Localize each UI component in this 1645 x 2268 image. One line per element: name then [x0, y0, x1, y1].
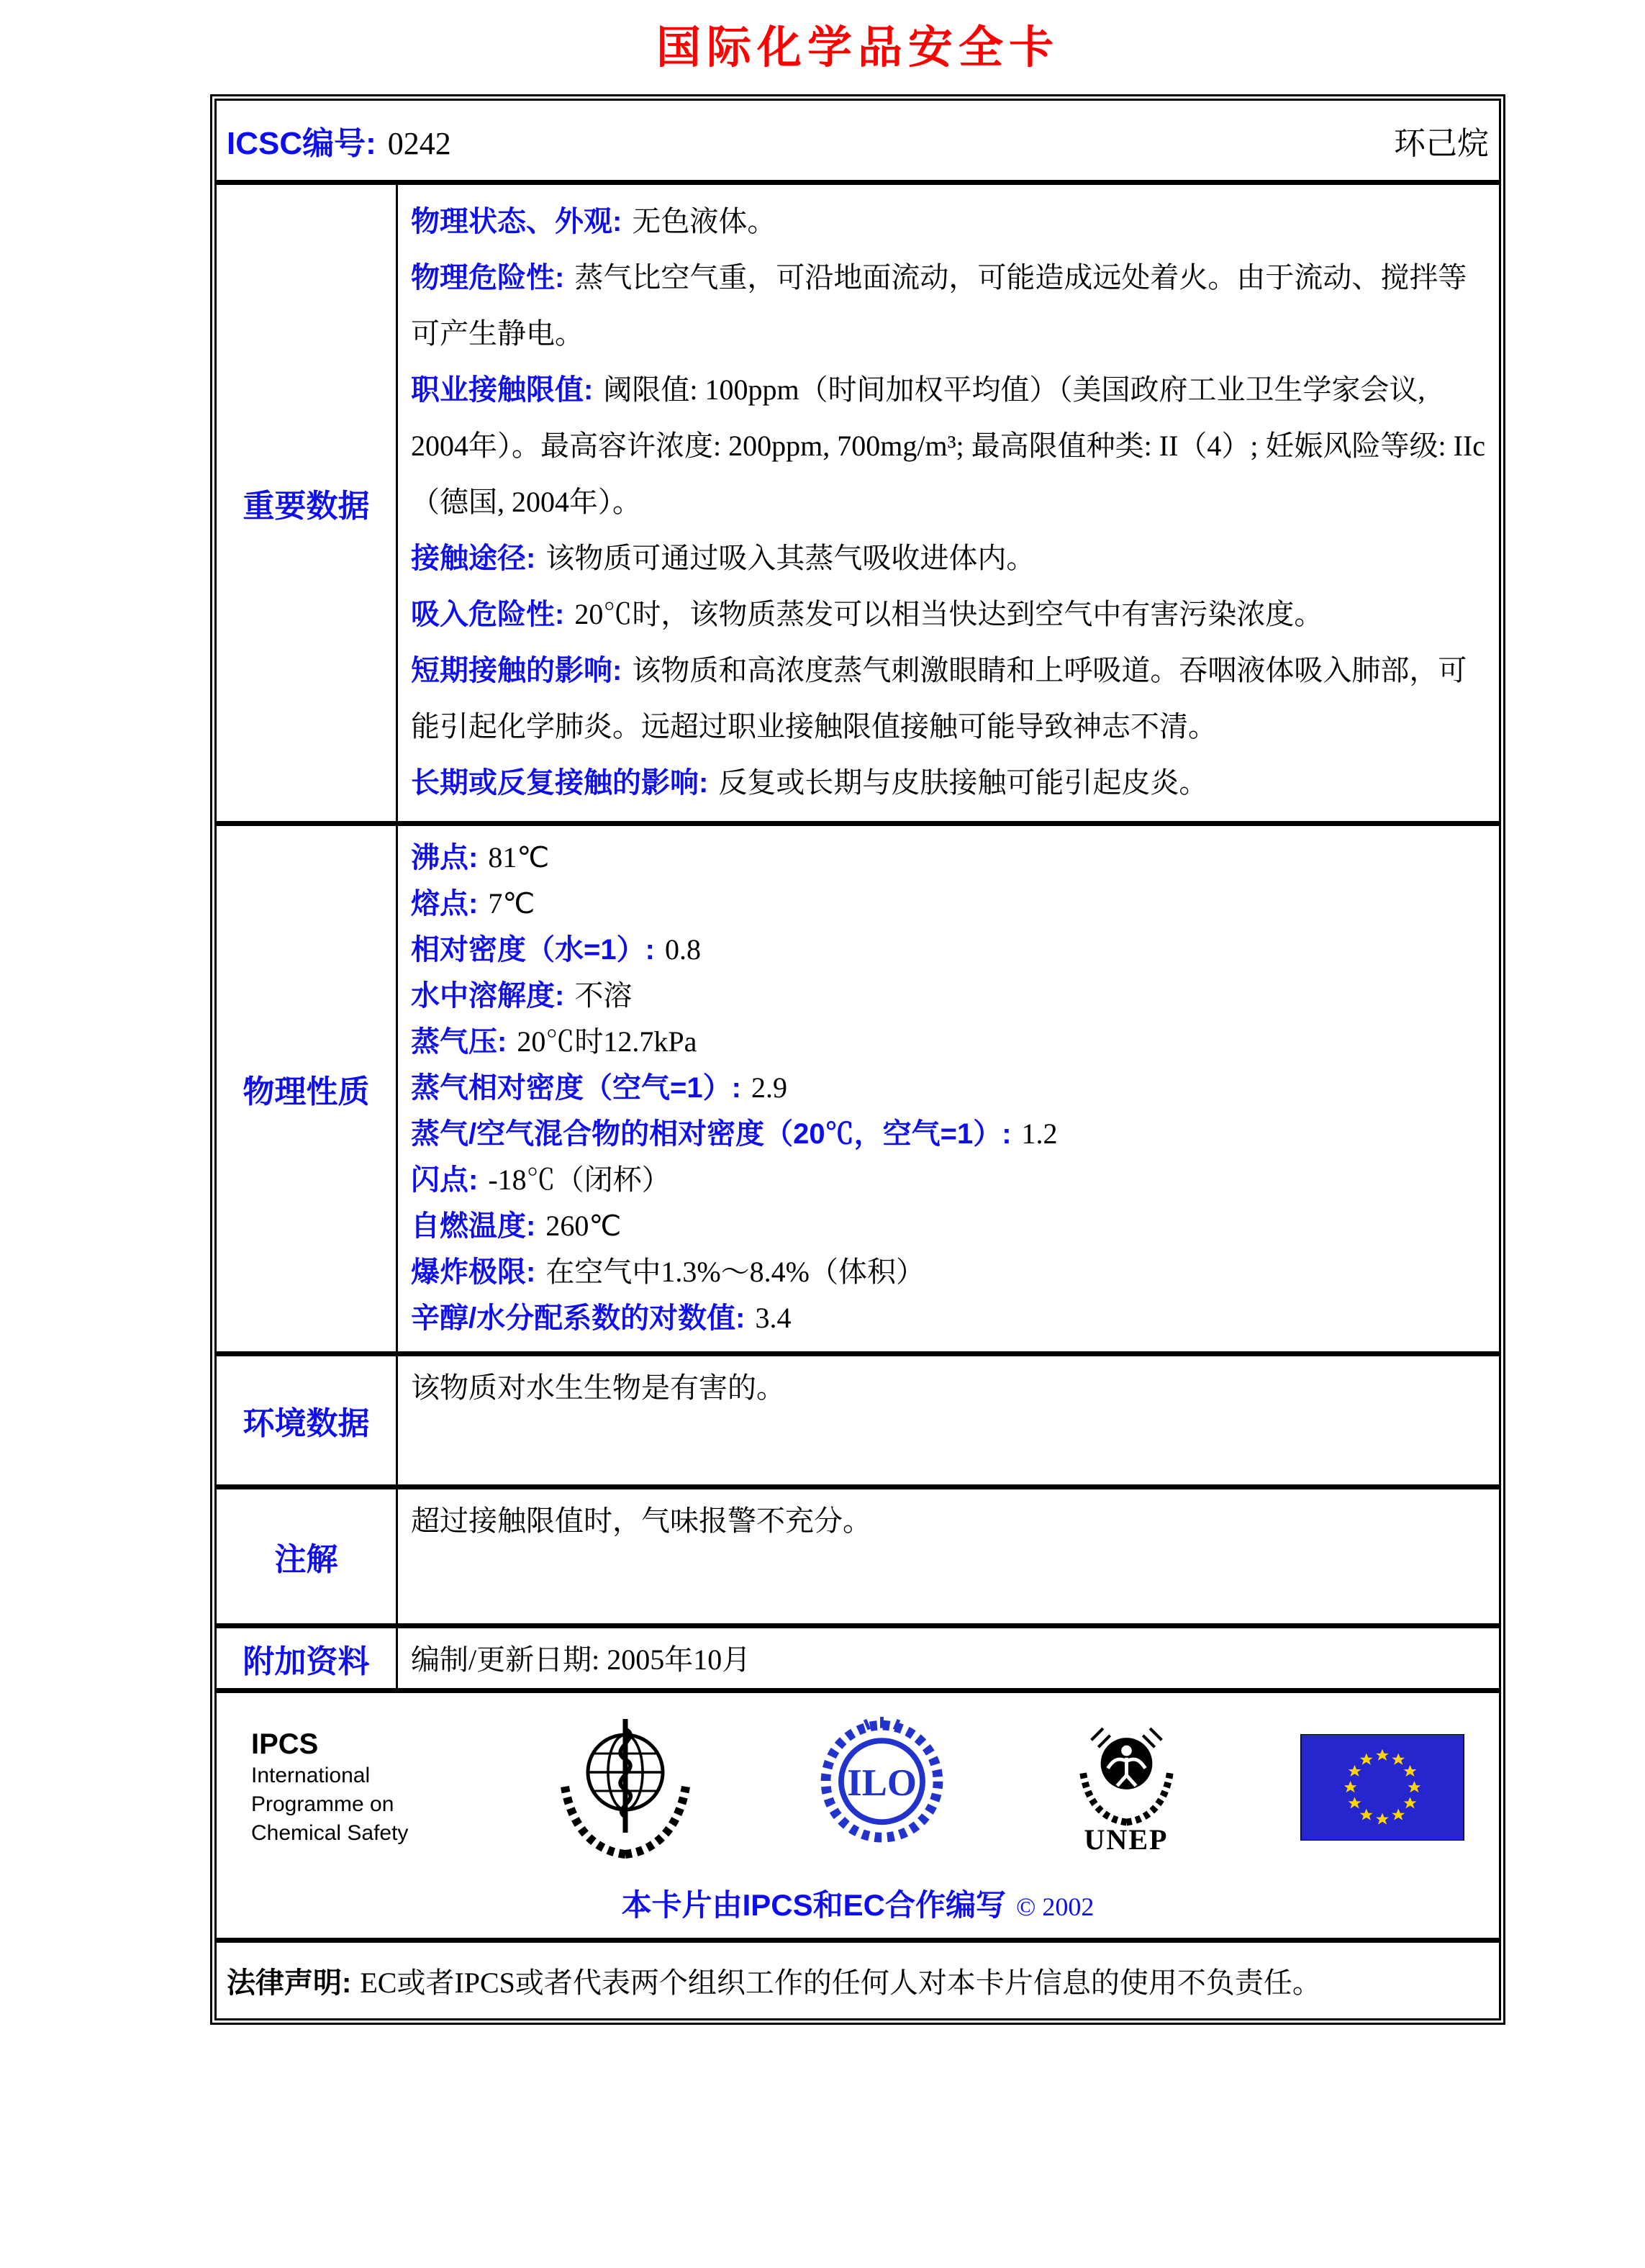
notes-row [217, 1484, 1499, 1623]
important-data-label-cell [217, 185, 398, 821]
who-logo-icon [553, 1712, 697, 1863]
logo-strip [238, 1712, 1477, 1863]
property-item: 相对密度（水=1）: 0.8 [411, 933, 701, 966]
svg-text:ILO: ILO [847, 1761, 917, 1804]
physical-properties-content [398, 826, 1499, 1351]
property-item: 沸点: 81℃ [411, 841, 550, 874]
icsc-number-value: 0242 [387, 126, 451, 161]
important-item: 物理危险性: 蒸气比空气重，可沿地面流动，可能造成远处着火。由于流动、搅拌等可产生静电。 [411, 261, 1467, 350]
additional-info-content: 编制/更新日期: 2005年10月 [411, 1643, 751, 1676]
additional-info-row [217, 1623, 1499, 1688]
environmental-data-content: 该物质对水生生物是有害的。 [411, 1371, 785, 1404]
unep-logo-icon [1067, 1719, 1186, 1827]
important-item: 短期接触的影响: 该物质和高浓度蒸气刺激眼睛和上呼吸道。吞咽液体吸入肺部，可能引起化学肺炎。远超过职业接触限值接触可能导致神志不清。 [411, 654, 1467, 743]
ipcs-title: IPCS [251, 1728, 319, 1760]
eu-flag-icon [1300, 1734, 1464, 1841]
property-item: 水中溶解度: 不溶 [411, 979, 633, 1012]
ipcs-line: Chemical Safety [251, 1821, 409, 1845]
section-label: 环境数据 [243, 1406, 370, 1441]
physical-properties-row [217, 821, 1499, 1351]
icsc-number-label: ICSC编号: [227, 126, 376, 161]
section-label: 注解 [274, 1542, 338, 1577]
ipcs-line: Programme on [251, 1792, 394, 1816]
ilo-logo-icon [812, 1714, 952, 1861]
section-label: 重要数据 [243, 489, 370, 524]
important-item: 职业接触限值: 阈限值: 100ppm（时间加权平均值）（美国政府工业卫生学家会议, 2004年）。最高容许浓度: 200ppm, 700mg/m³; 最高限值种类: II（4）; 妊娠风险等级: IIc（德国, 2004年）。 [411, 373, 1486, 518]
important-item: 接触途径: 该物质可通过吸入其蒸气吸收进体内。 [411, 542, 1036, 574]
property-item: 闪点: -18℃（闭杯） [411, 1164, 671, 1196]
notes-label-cell [217, 1489, 398, 1623]
legal-text: EC或者IPCS或者代表两个组织工作的任何人对本卡片信息的使用不负责任。 [360, 1967, 1321, 1999]
important-item: 物理状态、外观: 无色液体。 [411, 205, 776, 237]
property-item: 爆炸极限: 在空气中1.3%～8.4%（体积） [411, 1256, 925, 1288]
ipcs-text-block [251, 1727, 438, 1848]
footer-caption [238, 1882, 1477, 1925]
icsc-card-sheet [210, 0, 1505, 2025]
icsc-card-table [210, 94, 1505, 2025]
notes-content: 超过接触限值时，气味报警不充分。 [411, 1505, 871, 1537]
legal-statement [227, 1960, 1321, 2001]
legal-row [217, 1938, 1499, 2018]
unep-logo-block [1067, 1719, 1186, 1856]
property-item: 蒸气压: 20℃时12.7kPa [411, 1025, 697, 1058]
property-item: 辛醇/水分配系数的对数值: 3.4 [411, 1302, 792, 1334]
legal-label: 法律声明: [227, 1967, 352, 1999]
additional-info-label-cell [217, 1628, 398, 1688]
environmental-data-label-cell [217, 1356, 398, 1484]
property-item: 蒸气相对密度（空气=1）: 2.9 [411, 1071, 787, 1104]
important-item: 长期或反复接触的影响: 反复或长期与皮肤接触可能引起皮炎。 [411, 766, 1208, 799]
ipcs-line: International [251, 1764, 371, 1787]
environmental-data-row [217, 1351, 1499, 1484]
chemical-name: 环己烷 [1394, 126, 1489, 161]
page-title: 国际化学品安全卡 [656, 23, 1059, 73]
card-header-row [217, 101, 1499, 180]
important-data-content [398, 185, 1499, 821]
unep-label: UNEP [1084, 1823, 1169, 1856]
section-label: 物理性质 [243, 1074, 370, 1110]
property-item: 熔点: 7℃ [411, 887, 535, 920]
copyright-text: © 2002 [1016, 1892, 1095, 1921]
icsc-number-group [227, 117, 451, 163]
property-item: 蒸气/空气混合物的相对密度（20℃，空气=1）: 1.2 [411, 1117, 1058, 1150]
important-data-row [217, 180, 1499, 821]
footer-row [217, 1688, 1499, 1938]
important-item: 吸入危险性: 20℃时，该物质蒸发可以相当快达到空气中有害污染浓度。 [411, 598, 1323, 630]
property-item: 自燃温度: 260℃ [411, 1210, 622, 1242]
physical-properties-label-cell [217, 826, 398, 1351]
section-label: 附加资料 [243, 1643, 370, 1679]
cooperation-caption: 本卡片由IPCS和EC合作编写 [621, 1888, 1006, 1922]
